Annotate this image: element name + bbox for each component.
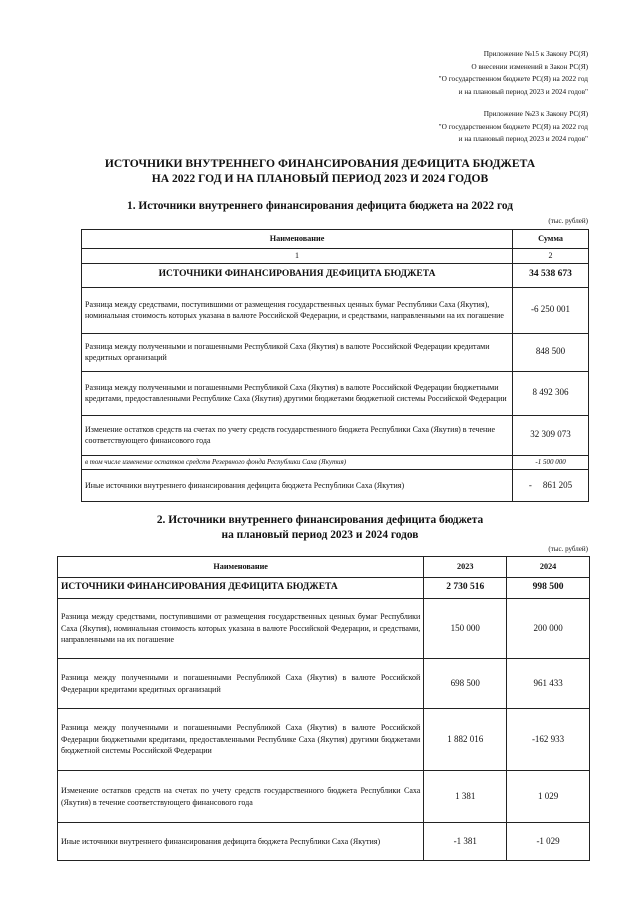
row-name: Разница между полученными и погашенными Республикой Саха (Якутия) в валюте Российской Федерации бюджетными кредитами, предоставленными Республике Саха (Якутия) другими бюджетами бюджетной системы Российской Федерации (58, 709, 424, 771)
col-header-name: Наименование (58, 557, 424, 578)
col-header-2024: 2024 (507, 557, 590, 578)
row-value: 848 500 (513, 333, 589, 371)
table-row (82, 455, 589, 470)
row-value: 32 309 073 (513, 415, 589, 455)
row-value: -6 250 001 (513, 287, 589, 333)
section1-table (81, 229, 589, 502)
row-value-cell (513, 470, 589, 502)
row-name: в том числе изменение остатков средств Резервного фонда Республики Саха (Якутия) (82, 455, 513, 470)
section2-heading (0, 513, 640, 543)
row-value-2023: 150 000 (424, 599, 507, 659)
row-name: Иные источники внутреннего финансирования дефицита бюджета Республики Саха (Якутия) (82, 470, 513, 502)
row-name: Разница между полученными и погашенными Республикой Саха (Якутия) в валюте Российской Федерации бюджетными кредитами, предоставленными Республике Саха (Якутия) другими бюджетами бюджетной системы Российской Федерации (82, 371, 513, 415)
total-label: ИСТОЧНИКИ ФИНАНСИРОВАНИЯ ДЕФИЦИТА БЮДЖЕТА (82, 263, 513, 287)
table-row (58, 709, 590, 771)
row-name: Иные источники внутреннего финансирования дефицита бюджета Республики Саха (Якутия) (58, 823, 424, 861)
document-title (0, 156, 640, 186)
row-value-2024: 1 029 (507, 771, 590, 823)
total-2023: 2 730 516 (424, 578, 507, 599)
row-value: -1 500 000 (513, 455, 589, 470)
section2-table (57, 556, 590, 861)
section2-units: (тыс. рублей) (548, 545, 588, 553)
row-value-2024: 200 000 (507, 599, 590, 659)
row-value-2023: 1 381 (424, 771, 507, 823)
table-row (58, 599, 590, 659)
header-line: и на плановый период 2023 и 2024 годов" (458, 86, 588, 96)
row-value-2024: -162 933 (507, 709, 590, 771)
section1-heading: 1. Источники внутреннего финансирования дефицита бюджета на 2022 год (127, 200, 513, 212)
table-row (82, 415, 589, 455)
table-row (58, 823, 590, 861)
header-line: О внесении изменений в Закон РС(Я) (471, 61, 588, 71)
row-value-2023: -1 381 (424, 823, 507, 861)
header-line: Приложение №15 к Закону РС(Я) (483, 49, 588, 58)
dash-marker: - (528, 479, 532, 490)
section2-heading-line-2: на плановый период 2023 и 2024 годов (221, 529, 419, 541)
row-value: 861 205 (542, 479, 573, 490)
row-name: Разница между полученными и погашенными Республикой Саха (Якутия) в валюте Российской Федерации кредитами кредитных организаций (58, 659, 424, 709)
row-value: 8 492 306 (513, 371, 589, 415)
table-row (82, 470, 589, 502)
table-row (82, 287, 589, 333)
row-value-2024: 961 433 (507, 659, 590, 709)
title-line-1: ИСТОЧНИКИ ВНУТРЕННЕГО ФИНАНСИРОВАНИЯ ДЕФИЦИТА БЮДЖЕТА (104, 157, 536, 170)
col-number-1: 1 (82, 249, 513, 264)
table-row (82, 333, 589, 371)
appendix-15-reference (439, 48, 588, 98)
col-header-name: Наименование (82, 230, 513, 249)
title-line-2: НА 2022 ГОД И НА ПЛАНОВЫЙ ПЕРИОД 2023 И 2024 ГОДОВ (151, 172, 489, 185)
header-line: "О государственном бюджете РС(Я) на 2022 год (438, 74, 588, 84)
col-header-sum: Сумма (513, 230, 589, 249)
row-name: Разница между средствами, поступившими от размещения государственных ценных бумаг Республики Саха (Якутия), номинальная стоимость которых указана в валюте Российской Федерации, и средствами, направленными на их погашение (82, 287, 513, 333)
appendix-23-reference (439, 108, 588, 146)
col-number-2: 2 (513, 249, 589, 264)
total-label: ИСТОЧНИКИ ФИНАНСИРОВАНИЯ ДЕФИЦИТА БЮДЖЕТА (58, 578, 424, 599)
row-value-2023: 698 500 (424, 659, 507, 709)
row-name: Разница между полученными и погашенными Республикой Саха (Якутия) в валюте Российской Федерации кредитами кредитных организаций (82, 333, 513, 371)
section1-units: (тыс. рублей) (548, 217, 588, 225)
table-row (58, 659, 590, 709)
col-header-2023: 2023 (424, 557, 507, 578)
total-value: 34 538 673 (513, 263, 589, 287)
row-name: Изменение остатков средств на счетах по учету средств государственного бюджета Республики Саха (Якутия) в течение соответствующего финансового года (58, 771, 424, 823)
table-row (58, 771, 590, 823)
header-line: и на плановый период 2023 и 2024 годов" (458, 134, 588, 144)
section2-heading-line-1: 2. Источники внутреннего финансирования дефицита бюджета (156, 514, 484, 526)
row-name: Изменение остатков средств на счетах по учету средств государственного бюджета Республики Саха (Якутия) в течение соответствующего финансового года (82, 415, 513, 455)
row-value-2024: -1 029 (507, 823, 590, 861)
header-line: Приложение №23 к Закону РС(Я) (483, 109, 588, 118)
header-line: "О государственном бюджете РС(Я) на 2022 год (438, 121, 588, 131)
row-name: Разница между средствами, поступившими от размещения государственных ценных бумаг Республики Саха (Якутия), номинальная стоимость которых указана в валюте Российской Федерации, и средствами, направленными на их погашение (58, 599, 424, 659)
total-2024: 998 500 (507, 578, 590, 599)
row-value-2023: 1 882 016 (424, 709, 507, 771)
table-row (82, 371, 589, 415)
